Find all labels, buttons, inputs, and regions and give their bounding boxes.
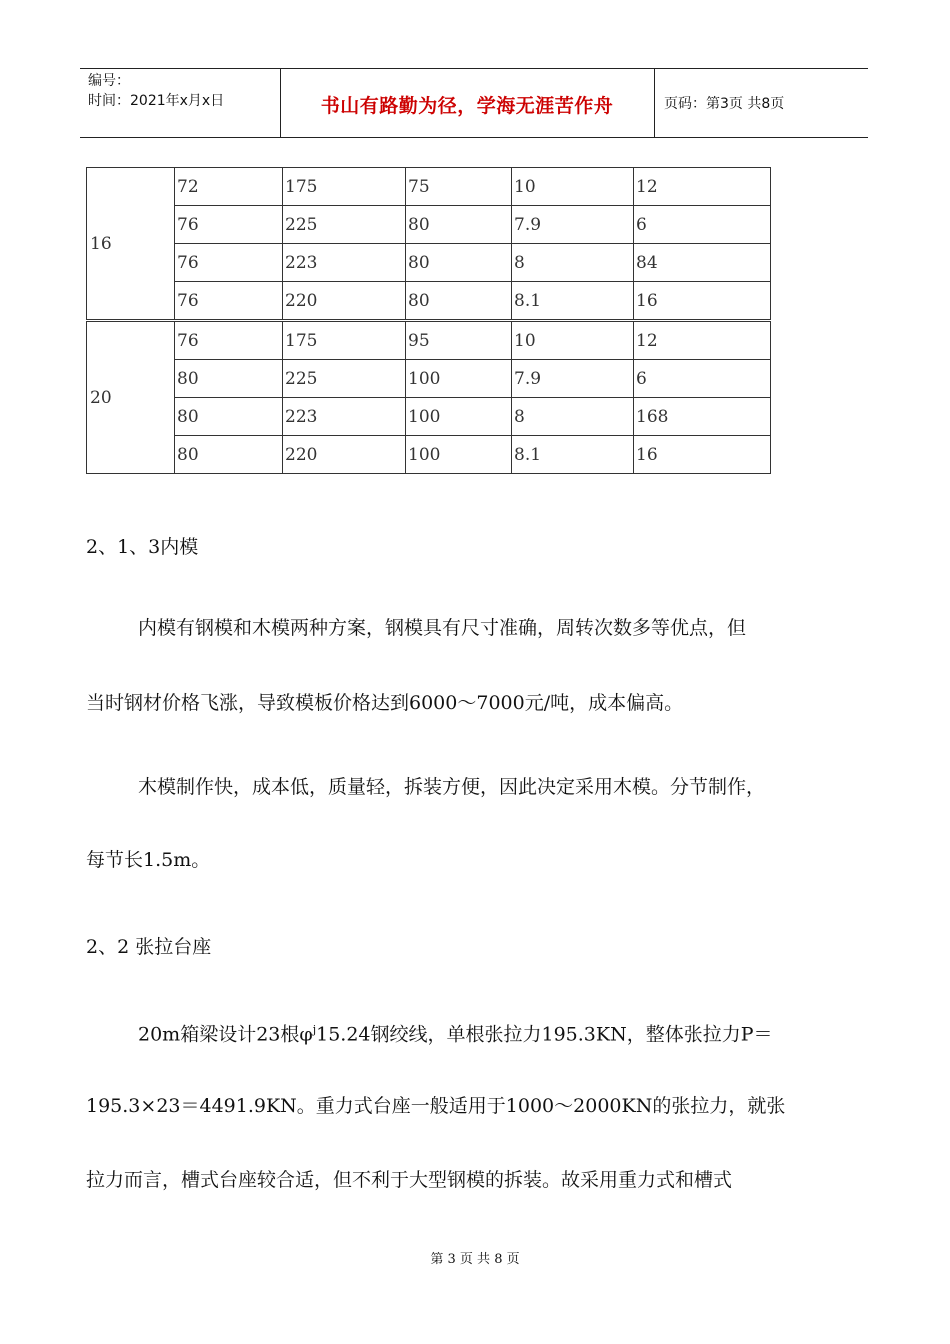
page-header [80, 68, 868, 138]
section-heading-inner-mold: 2、1、3内模 [86, 536, 199, 558]
header-motto: 书山有路勤为径，学海无涯苦作舟 [320, 95, 614, 117]
paragraph-line: 木模制作快，成本低，质量轻，拆装方便，因此决定采用木模。分节制作， [138, 776, 766, 798]
table-cell: 80 [175, 398, 283, 436]
table-cell: 220 [283, 282, 406, 321]
table-cell: 8.1 [512, 282, 634, 321]
table-row [87, 168, 771, 206]
page-footer: 第 3 页 共 8 页 [430, 1252, 520, 1267]
table-cell: 223 [283, 244, 406, 282]
table-cell: 80 [175, 360, 283, 398]
table-cell: 6 [634, 360, 771, 398]
paragraph-line: 195.3×23＝4491.9KN。重力式台座一般适用于1000～2000KN的张拉力，就张 [86, 1095, 786, 1117]
table-cell: 10 [512, 321, 634, 360]
superscript: j [312, 1023, 317, 1036]
group-label-cell: 20 [87, 321, 175, 474]
table-row [87, 282, 771, 321]
table-cell: 175 [283, 321, 406, 360]
table-cell: 95 [406, 321, 512, 360]
header-meta [88, 71, 278, 111]
table-row [87, 398, 771, 436]
paragraph-line: 当时钢材价格飞涨，导致模板价格达到6000～7000元/吨，成本偏高。 [86, 692, 684, 714]
table-cell: 8.1 [512, 436, 634, 474]
table-row [87, 206, 771, 244]
table-cell: 225 [283, 206, 406, 244]
table-cell: 72 [175, 168, 283, 206]
table-cell: 75 [406, 168, 512, 206]
table-cell: 16 [634, 436, 771, 474]
paragraph-line: 拉力而言，槽式台座较合适，但不利于大型钢模的拆装。故采用重力式和槽式 [86, 1169, 733, 1191]
paragraph-line: 内模有钢模和木模两种方案，钢模具有尺寸准确，周转次数多等优点，但 [138, 617, 747, 639]
table-cell: 80 [175, 436, 283, 474]
table-cell: 12 [634, 168, 771, 206]
table-cell: 80 [406, 282, 512, 321]
group-label-cell: 16 [87, 168, 175, 321]
table-cell: 76 [175, 282, 283, 321]
table-cell: 84 [634, 244, 771, 282]
table-cell: 220 [283, 436, 406, 474]
table-cell: 100 [406, 398, 512, 436]
header-divider [280, 69, 281, 137]
table-cell: 10 [512, 168, 634, 206]
table-cell: 16 [634, 282, 771, 321]
table-cell: 100 [406, 360, 512, 398]
time-label: 时间：2021年x月x日 [88, 93, 225, 109]
table-row [87, 360, 771, 398]
section-heading-tension: 2、2 张拉台座 [86, 936, 212, 958]
table-cell: 7.9 [512, 206, 634, 244]
table-row [87, 321, 771, 360]
table-cell: 223 [283, 398, 406, 436]
table-cell: 80 [406, 206, 512, 244]
spec-table [86, 167, 771, 474]
table-row [87, 244, 771, 282]
table-cell: 8 [512, 398, 634, 436]
table-cell: 8 [512, 244, 634, 282]
table-cell: 80 [406, 244, 512, 282]
table-cell: 100 [406, 436, 512, 474]
table-cell: 12 [634, 321, 771, 360]
text-fragment: 20m箱梁设计23根φ [138, 1023, 313, 1046]
table-cell: 76 [175, 206, 283, 244]
doc-number-label: 编号： [88, 73, 130, 89]
text-fragment: 15.24钢绞线，单根张拉力195.3KN，整体张拉力P＝ [316, 1023, 773, 1046]
table-cell: 6 [634, 206, 771, 244]
table-cell: 76 [175, 244, 283, 282]
table-cell: 175 [283, 168, 406, 206]
table-cell: 7.9 [512, 360, 634, 398]
header-page-code: 页码：第3页 共8页 [664, 96, 785, 112]
table-cell: 168 [634, 398, 771, 436]
paragraph-line: 每节长1.5m。 [86, 849, 211, 871]
table-cell: 76 [175, 321, 283, 360]
paragraph-line [86, 1016, 868, 1048]
table-row [87, 436, 771, 474]
header-divider [654, 69, 655, 137]
table-cell: 225 [283, 360, 406, 398]
